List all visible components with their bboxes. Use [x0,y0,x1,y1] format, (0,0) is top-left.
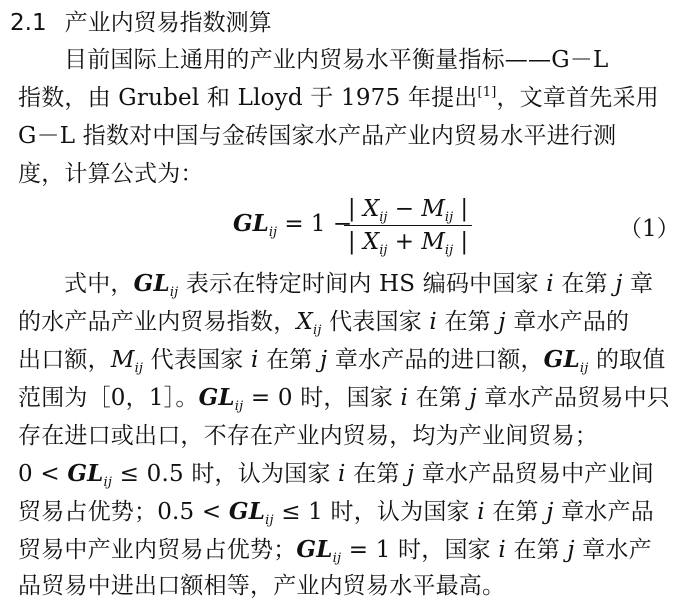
gl-symbol: GL [67,460,104,487]
text-run: G－L 指数对中国与金砖国家水产品产业内贸易水平进行测 [18,123,617,149]
text-run: 表示在特定时间内 HS 编码中国家 [178,271,547,297]
text-run: 代表国家 [143,347,251,373]
text-run: 贸易占优势；0.5 < [18,499,229,525]
text-run: 出口额， [18,347,111,373]
text-run: 度，计算公式为： [18,161,204,187]
text-run: 在第 [258,347,320,373]
text-run: 代表国家 [321,309,430,335]
text-run: = 0 时，国家 [243,385,401,411]
subscript: ij [268,225,278,240]
paragraph-line-10 [18,454,654,494]
formula-fraction [344,194,472,257]
text-run: 在第 [408,385,470,411]
var-i: i [400,385,409,411]
gl-symbol: GL [228,498,266,525]
text-run: 章水产品 [553,499,654,525]
fraction-denominator [344,227,472,257]
subscript: ij [579,361,589,376]
text-run: 在第 [345,461,408,487]
subscript: ij [265,513,274,528]
subscript: ij [169,285,179,300]
section-heading [10,6,272,40]
formula-lhs [233,210,353,240]
var-j: j [567,537,575,563]
text-run: 指数，由 Grubel 和 Lloyd 于 1975 年提出 [18,85,478,111]
gl-symbol: GL [543,346,580,373]
text-run: 范围为［0，1］。 [18,385,199,411]
text-run: + M [387,229,445,255]
paragraph-line-3 [18,116,616,156]
subscript: ij [379,210,388,225]
gl-symbol: GL [233,210,269,237]
text-run: 章 [622,271,654,297]
text-run: 章水产 [574,537,652,563]
text-run: 在第 [553,271,616,297]
subscript: ij [134,361,144,376]
text-run: ≤ 0.5 时，认为国家 [112,461,339,487]
citation-ref: [1] [477,85,497,100]
subscript: ij [103,475,113,490]
text-run: | [453,229,469,255]
text-run: ，文章首先采用 [496,85,659,111]
paragraph-line-6 [18,302,629,342]
var-i: i [477,499,485,525]
text-run: | X [347,229,380,255]
text-run: ≤ 1 时，认为国家 [273,499,478,525]
text-run: − M [387,196,445,222]
gl-symbol: GL [198,384,235,411]
var-x: X [296,309,313,335]
section-number: 2.1 [10,10,47,36]
gl-symbol: GL [296,536,333,563]
text-run: 目前国际上通用的产业内贸易水平衡量指标——G－L [64,47,609,73]
text-run: 在第 [505,537,568,563]
paragraph-line-9 [18,416,598,456]
subscript: ij [444,243,454,258]
section-title: 产业内贸易指数测算 [64,10,272,36]
subscript: ij [234,399,244,414]
text-run: 的取值 [588,347,666,373]
text-run: 贸易中产业内贸易占优势； [18,537,297,563]
var-j: j [546,499,554,525]
text-run: 章水产品的进口额， [327,347,544,373]
var-j: j [498,309,506,335]
text-run: 在第 [436,309,499,335]
var-m: M [110,347,135,373]
var-j: j [469,385,477,411]
text-run: 品贸易中进出口额相等，产业内贸易水平最高。 [18,573,506,599]
text-run: 0 < [18,461,68,487]
paragraph-line-8 [18,378,670,418]
text-run: = 1 时，国家 [341,537,499,563]
text-run: 章水产品贸易中只 [476,385,671,411]
subscript: ij [379,243,388,258]
fraction-numerator [344,194,472,224]
var-i: i [429,309,437,335]
text-run: 章水产品贸易中产业间 [414,461,654,487]
paragraph-line-5 [64,264,653,304]
formula-gl-index [0,192,700,260]
paragraph-line-13 [18,566,505,606]
var-i: i [498,537,506,563]
subscript: ij [444,210,454,225]
text-run: 式中， [64,271,134,297]
var-j: j [615,271,623,297]
text-run: 存在进口或出口，不存在产业内贸易，均为产业间贸易； [18,423,598,449]
text-run: 章水产品的 [505,309,630,335]
text-run: 的水产品产业内贸易指数， [18,309,297,335]
text-run: 在第 [484,499,547,525]
text-run: | X [347,196,380,222]
paragraph-line-4 [18,154,204,194]
gl-symbol: GL [133,270,170,297]
paragraph-line-7 [18,340,666,380]
paragraph-line-11 [18,492,654,532]
text-run: | [453,196,469,222]
paragraph-line-12 [18,530,652,570]
equals-one-minus: = 1 − [277,211,353,237]
paragraph-line-2 [18,78,659,118]
var-i: i [338,461,346,487]
paragraph-line-1 [64,40,608,80]
var-i: i [251,347,259,373]
var-j: j [320,347,328,373]
var-i: i [546,271,554,297]
subscript: ij [312,323,322,338]
var-j: j [407,461,415,487]
subscript: ij [332,551,342,566]
equation-number: （1） [619,216,680,242]
fraction-bar [344,225,472,226]
